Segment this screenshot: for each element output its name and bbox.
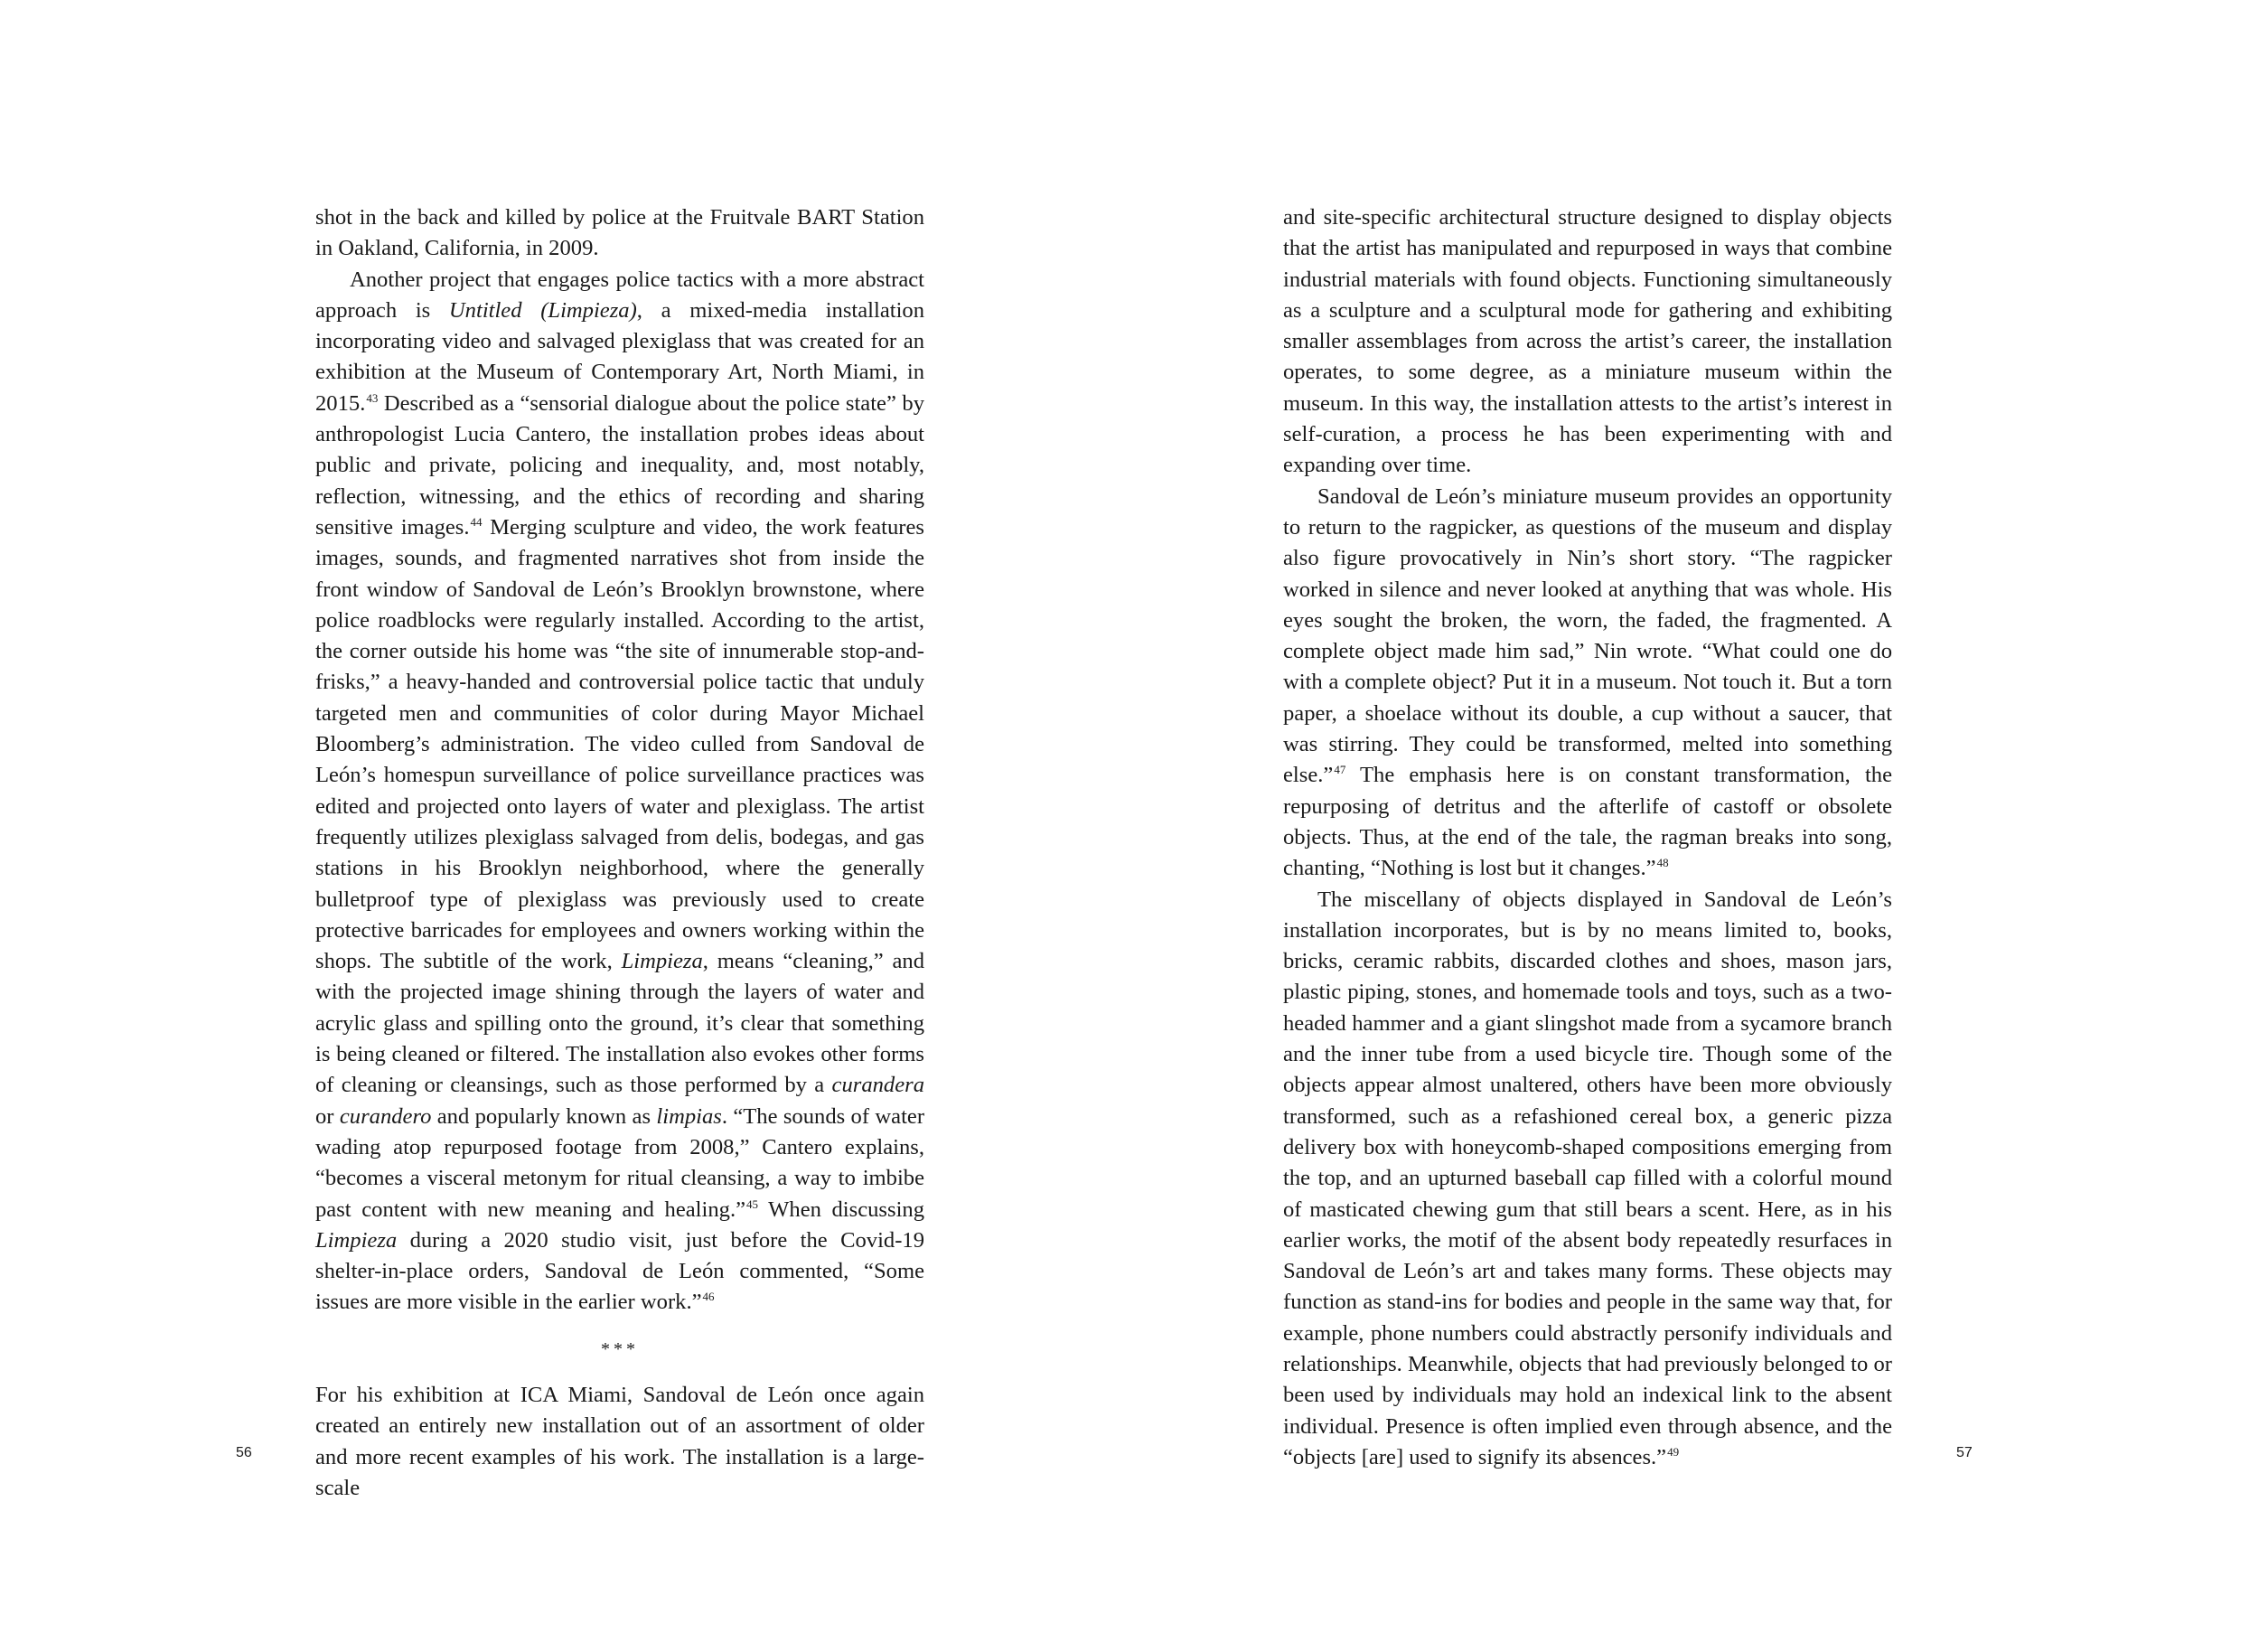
left-paragraph-2: Another project that engages police tactics with a more abstract approach is Untitled (Limpieza), a mixed-media installation incorporating video and salvaged plexiglass that was created for an exhibition at the Museum of Contemporary Art, North Miami, in 2015.43 Described as a “sensorial dialogue about the police state” by anthropologist Lucia Cantero, the installation probes ideas about public and private, policing and inequality, and, most notably, reflection, witnessing, and the ethics of recording and sharing sensitive images.$^{44}$ Merging sculpture and video, the work features images, sounds, and fragmented narratives shot from inside the front window of Sandoval de León’s Brooklyn brownstone, where police roadblocks were regularly installed. According to the artist, the corner outside his home was “the site of innumerable stop-and-frisks,” a heavy-handed and controversial police tactic that unduly targeted men and communities of color during Mayor Michael Bloomberg’s administration. The video culled from Sandoval de León’s homespun surveillance of police surveillance practices was edited and projected onto layers of water and plexiglass. The artist frequently utilizes plexiglass salvaged from delis, bodegas, and gas stations in his Brooklyn neighborhood, where the generally bulletproof type of plexiglass was previously used to create protective barricades for employees and owners working within the shops. The subtitle of the work, Limpieza, means “cleaning,” and with the projected image shining through the layers of water and acrylic glass and spilling onto the ground, it’s clear that something is being cleaned or filtered. The installation also evokes other forms of cleaning or cleansings, such as those performed by a curandera or curandero and popularly known as limpias. “The sounds of water wading atop repurposed footage from 2008,” Cantero explains, “becomes a visceral metonym for ritual cleansing, a way to imbibe past content with new meaning and healing.”$^{45}$ When discussing Limpieza during a 2020 studio visit, just before the Covid-19 shelter-in-place orders, Sandoval de León commented, “Some issues are more visible in the earlier work.”$^{46}$ xyxy=(315,267,925,1315)
term-curandera: curandera xyxy=(831,1073,924,1098)
term-curandero: curandero xyxy=(339,1103,432,1129)
artwork-subtitle: Limpieza xyxy=(621,949,703,974)
footnote-ref-49: 49 xyxy=(1667,1444,1680,1459)
right-paragraph-3: The miscellany of objects displayed in Sandoval de León’s installation incorporates, but is by no means limited to, books, bricks, ceramic rabbits, discarded clothes and shoes, mason jars, plastic piping, stones, and homemade tools and toys, such as a two-headed hammer and a giant slingshot made from a sycamore branch and the inner tube from a used bicycle tire. Though some of the objects appear almost unaltered, others have been more obviously transformed, such as a refashioned cereal box, a generic pizza delivery box with honeycomb-shaped compositions emerging from the top, and an upturned baseball cap filled with a colorful mound of masticated chewing gum that still bears a scent. Here, as in his earlier works, the motif of the absent body repeatedly resurfaces in Sandoval de León’s art and takes many forms. These objects may function as stand-ins for bodies and people in the same way that, for example, phone numbers could abstractly personify individuals and relationships. Meanwhile, objects that had previously belonged to or been used by individuals may hold an indexical link to the absent individual. Presence is often implied even through absence, and the “objects [are] used to signify its absences.”$^{49}$ xyxy=(1283,887,1892,1469)
right-paragraph-1: and site-specific architectural structure designed to display objects that the artist has manipulated and repurposed in ways that combine industrial materials with found objects. Functioning simultaneously as a sculpture and a sculptural mode for gathering and exhibiting smaller assemblages from across the artist’s career, the installation operates, to some degree, as a miniature museum within the museum. In this way, the installation attests to the artist’s interest in self-curation, a process he has been experimenting with and expanding over time. xyxy=(1283,205,1892,478)
footnote-ref-45: 45 xyxy=(746,1197,759,1211)
footnote-ref-48: 48 xyxy=(1656,856,1669,870)
right-paragraph-2: Sandoval de León’s miniature museum provides an opportunity to return to the ragpicker, as questions of the museum and display also figure provocatively in Nin’s short story. “The ragpicker worked in silence and never looked at anything that was whole. His eyes sought the broken, the worn, the faded, the fragmented. A complete object made him sad,” Nin wrote. “What could one do with a complete object? Put it in a museum. Not touch it. But a torn paper, a shoelace without its double, a cup without a saucer, that was stirring. They could be transformed, melted into something else.”$^{47}$ The emphasis here is on constant transformation, the repurposing of detritus and the afterlife of castoff or obsolete objects. Thus, at the end of the tale, the ragman breaks into song, chanting, “Nothing is lost but it changes.”$^{48}$ xyxy=(1283,483,1892,881)
left-paragraph-1: shot in the back and killed by police at the Fruitvale BART Station in Oakland, California, in 2009. xyxy=(315,205,924,261)
footnote-ref-47: 47 xyxy=(1334,763,1346,777)
section-break: *** xyxy=(601,1338,639,1359)
artwork-subtitle: Limpieza xyxy=(315,1227,398,1253)
footnote-ref-46: 46 xyxy=(702,1290,715,1304)
left-page-text-column xyxy=(315,202,924,1504)
right-page-text-column xyxy=(1283,202,1892,1473)
artwork-title: Untitled (Limpieza) xyxy=(448,297,637,323)
footnote-ref-44: 44 xyxy=(470,514,483,529)
term-limpias: limpias xyxy=(656,1103,722,1129)
page-number-left: 56 xyxy=(236,1445,252,1460)
footnote-ref-43: 43 xyxy=(366,390,379,405)
page-number-right: 57 xyxy=(1956,1445,1973,1460)
left-paragraph-3: For his exhibition at ICA Miami, Sandoval de León once again created an entirely new installation out of an assortment of older and more recent examples of his work. The installation is a large-scale xyxy=(315,1382,924,1500)
